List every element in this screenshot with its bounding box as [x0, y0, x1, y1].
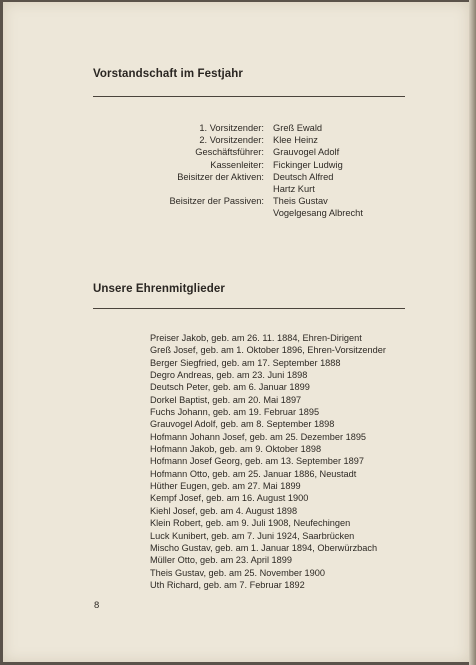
board-member-name: Greß Ewald: [273, 123, 323, 133]
board-row: [0, 172, 476, 184]
board-role-label: 2. Vorsitzender:: [199, 135, 264, 146]
board-row: [0, 123, 476, 135]
list-item: Theis Gustav, geb. am 25. November 1900: [150, 567, 325, 578]
list-item: Deutsch Peter, geb. am 6. Januar 1899: [150, 382, 310, 393]
board-divider: [93, 96, 405, 97]
honorary-heading: Unsere Ehrenmitglieder: [93, 283, 225, 295]
board-member-name: Klee Heinz: [273, 135, 318, 146]
list-item: Berger Siegfried, geb. am 17. September 1888: [150, 357, 341, 368]
list-item: Mischo Gustav, geb. am 1. Januar 1894, Oberwürzbach: [150, 542, 378, 553]
list-item: Kempf Josef, geb. am 16. August 1900: [150, 493, 309, 504]
list-item: Greß Josef, geb. am 1. Oktober 1896, Ehren-Vorsitzender: [150, 345, 386, 356]
list-item: Preiser Jakob, geb. am 26. 11. 1884, Ehren-Dirigent: [150, 333, 362, 343]
honorary-members-list: [150, 332, 386, 591]
board-member-name: Grauvogel Adolf: [273, 147, 340, 158]
page-number: 8: [94, 600, 100, 611]
board-member-name: Vogelgesang Albrecht: [273, 208, 363, 219]
board-member-name: Hartz Kurt: [273, 184, 315, 194]
list-item: Klein Robert, geb. am 9. Juli 1908, Neufechingen: [150, 518, 351, 529]
board-row: [0, 184, 476, 196]
list-item: Hofmann Jakob, geb. am 9. Oktober 1898: [150, 444, 322, 455]
board-role-label: Kassenleiter:: [210, 159, 264, 170]
list-item: Degro Andreas, geb. am 23. Juni 1898: [150, 370, 308, 381]
list-item: Hofmann Josef Georg, geb. am 13. September 1897: [150, 456, 364, 467]
board-role-label: 1. Vorsitzender:: [199, 123, 264, 133]
board-role-label: Beisitzer der Passiven:: [169, 196, 264, 207]
board-heading: Vorstandschaft im Festjahr: [93, 68, 244, 80]
board-row: [0, 208, 476, 220]
list-item: Grauvogel Adolf, geb. am 8. September 1898: [150, 419, 335, 430]
board-row: [0, 147, 476, 159]
board-role-label: Geschäftsführer:: [195, 147, 264, 158]
board-member-name: Theis Gustav: [273, 196, 328, 207]
list-item: Luck Kunibert, geb. am 7. Juni 1924, Saarbrücken: [150, 530, 355, 541]
board-row: [0, 160, 476, 172]
list-item: Dorkel Baptist, geb. am 20. Mai 1897: [150, 394, 302, 405]
board-row: [0, 135, 476, 147]
honorary-divider: [93, 308, 405, 309]
page-edge: [469, 0, 476, 665]
list-item: Hüther Eugen, geb. am 27. Mai 1899: [150, 481, 301, 492]
board-role-label: Beisitzer der Aktiven:: [177, 171, 264, 182]
list-item: Uth Richard, geb. am 7. Februar 1892: [150, 579, 305, 590]
list-item: Fuchs Johann, geb. am 19. Februar 1895: [150, 407, 320, 418]
list-item: Hofmann Otto, geb. am 25. Januar 1886, Neustadt: [150, 468, 357, 479]
board-member-name: Fickinger Ludwig: [273, 159, 343, 170]
board-row: [0, 196, 476, 208]
board-member-name: Deutsch Alfred: [273, 171, 334, 182]
list-item: Müller Otto, geb. am 23. April 1899: [150, 555, 292, 566]
list-item: Hofmann Johann Josef, geb. am 25. Dezember 1895: [150, 431, 367, 442]
list-item: Kiehl Josef, geb. am 4. August 1898: [150, 505, 298, 516]
